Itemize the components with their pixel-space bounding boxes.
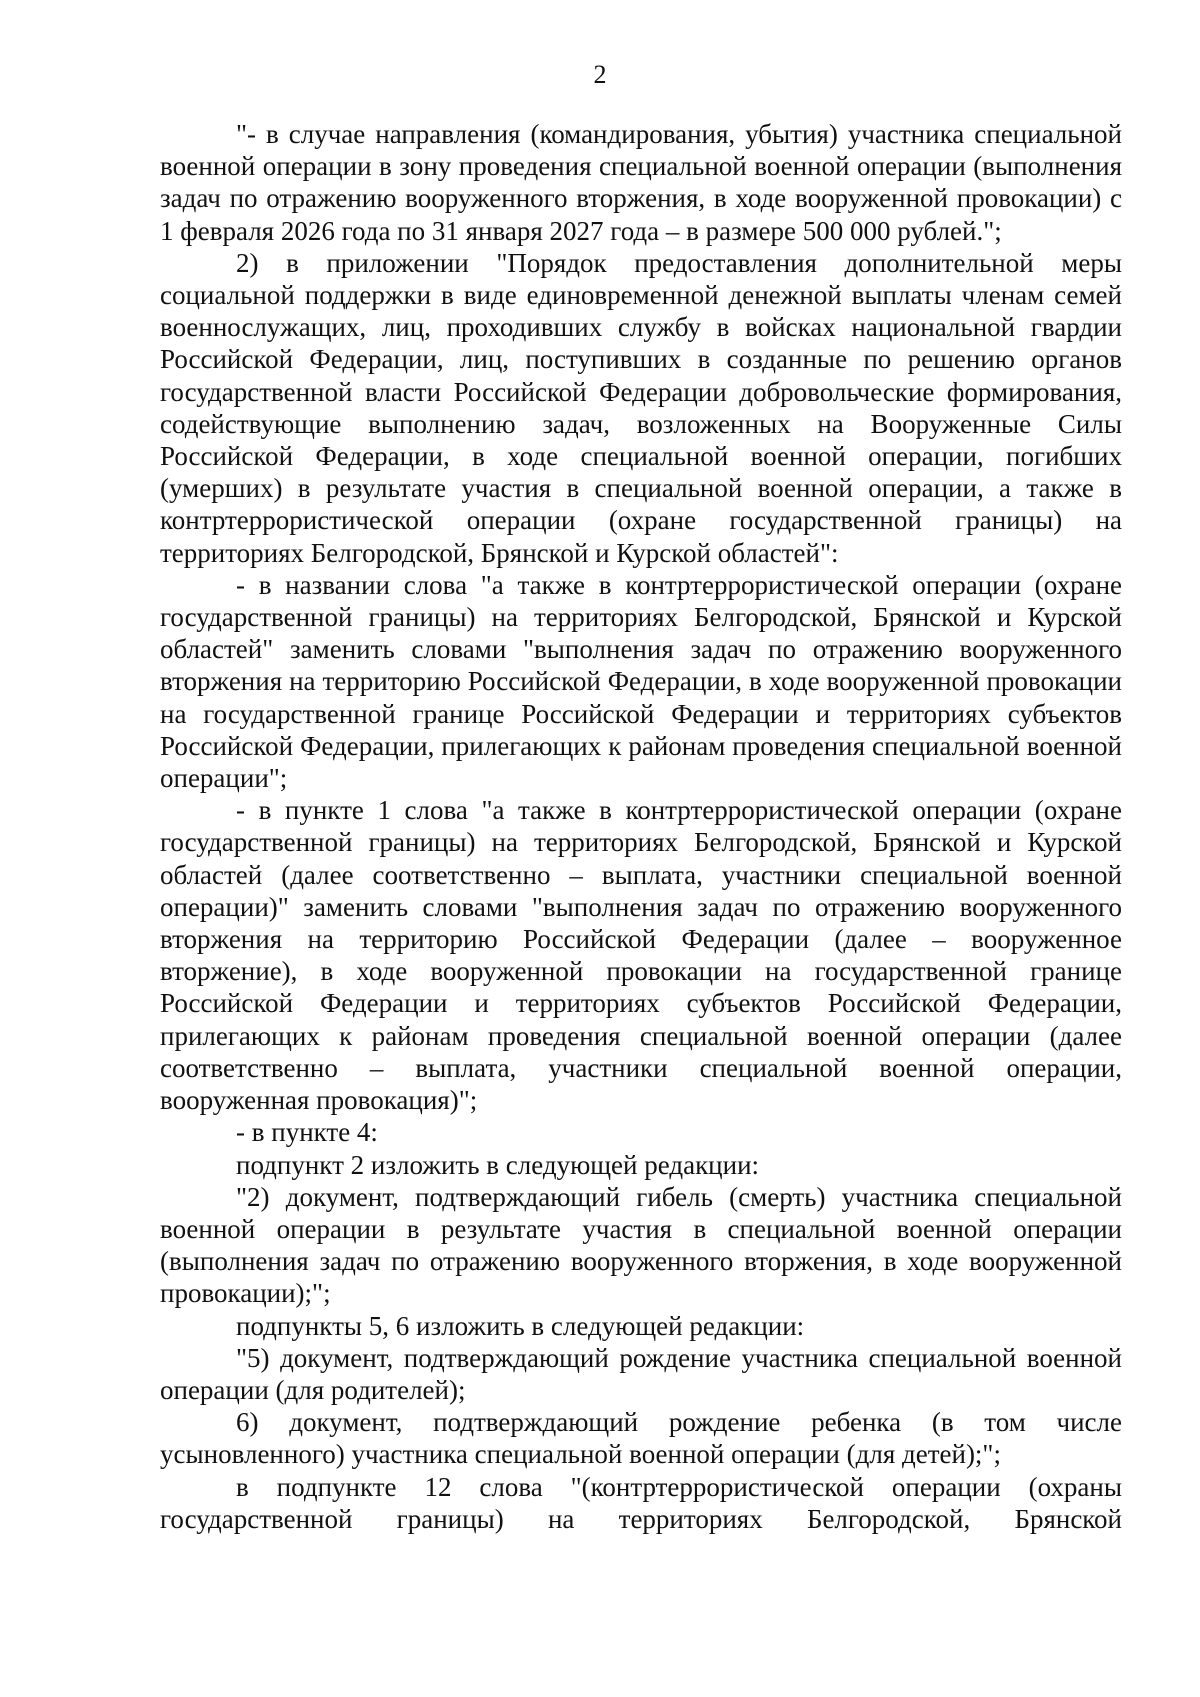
paragraph-subpoints-5-6-intro: подпункты 5, 6 изложить в следующей редакции: <box>236 1310 805 1341</box>
paragraph-subpoint-6-text: 6) документ, подтверждающий рождение ребенка (в том числе усыновленного) участника специальной военной операции (для детей);"; <box>160 1407 1122 1470</box>
paragraph-subpoint-2-text: "2) документ, подтверждающий гибель (смерть) участника специальной военной операции в результате участия в специальной военной операции (выполнения задач по отражению вооруженного вторжения, в ходе вооруженной провокации);"; <box>160 1181 1122 1309</box>
paragraph-appendix-intro: 2) в приложении "Порядок предоставления дополнительной меры социальной поддержки в виде единовременной денежной выплаты членам семей военнослужащих, лиц, проходивших службу в войсках национальной гвардии Российской Федерации, лиц, поступивших в созданные по решению органов государственной власти Российской Федерации добровольческие формирования, содействующие выполнению задач, возложенных на Вооруженные Силы Российской Федерации, в ходе специальной военной операции, погибших (умерших) в результате участия в специальной военной операции, а также в контртеррористической операции (охране государственной границы) на территориях Белгородской, Брянской и Курской областей": <box>160 247 1122 568</box>
paragraph-point-4: - в пункте 4: <box>236 1117 378 1148</box>
paragraph-subpoint-5-text: "5) документ, подтверждающий рождение участника специальной военной операции (для родителей); <box>160 1342 1122 1405</box>
document-body <box>160 118 1122 1535</box>
paragraph-point-1-change: - в пункте 1 слова "а также в контртеррористической операции (охране государственной границы) на территориях Белгородской, Брянской и Курской областей (далее соответственно – выплата, участники специальной военной операции)" заменить словами "выполнения задач по отражению вооруженного вторжения на территорию Российской Федерации (далее – вооруженное вторжение), в ходе вооруженной провокации на государственной границе Российской Федерации и территориях субъектов Российской Федерации, прилегающих к районам проведения специальной военной операции (далее соответственно – выплата, участники специальной военной операции, вооруженная провокация)"; <box>160 795 1122 1116</box>
paragraph-title-change: - в названии слова "а также в контртеррористической операции (охране государственной границы) на территориях Белгородской, Брянской и Курской областей" заменить словами "выполнения задач по отражению вооруженного вторжения на территорию Российской Федерации, в ходе вооруженной провокации на государственной границе Российской Федерации и территориях субъектов Российской Федерации, прилегающих к районам проведения специальной военной операции"; <box>160 569 1122 794</box>
paragraph-amount-clause: "- в случае направления (командирования, убытия) участника специальной военной операции в зону проведения специальной военной операции (выполнения задач по отражению вооруженного вторжения, в ходе вооруженной провокации) с 1 февраля 2026 года по 31 января 2027 года – в размере 500 000 рублей."; <box>160 119 1122 246</box>
paragraph-subpoint-12-change: в подпункте 12 слова "(контртеррористической операции (охраны государственной границы) на территориях Белгородской, Брянской <box>160 1471 1122 1534</box>
paragraph-subpoint-2-intro: подпункт 2 изложить в следующей редакции: <box>236 1149 760 1180</box>
page-number: 2 <box>593 60 607 89</box>
